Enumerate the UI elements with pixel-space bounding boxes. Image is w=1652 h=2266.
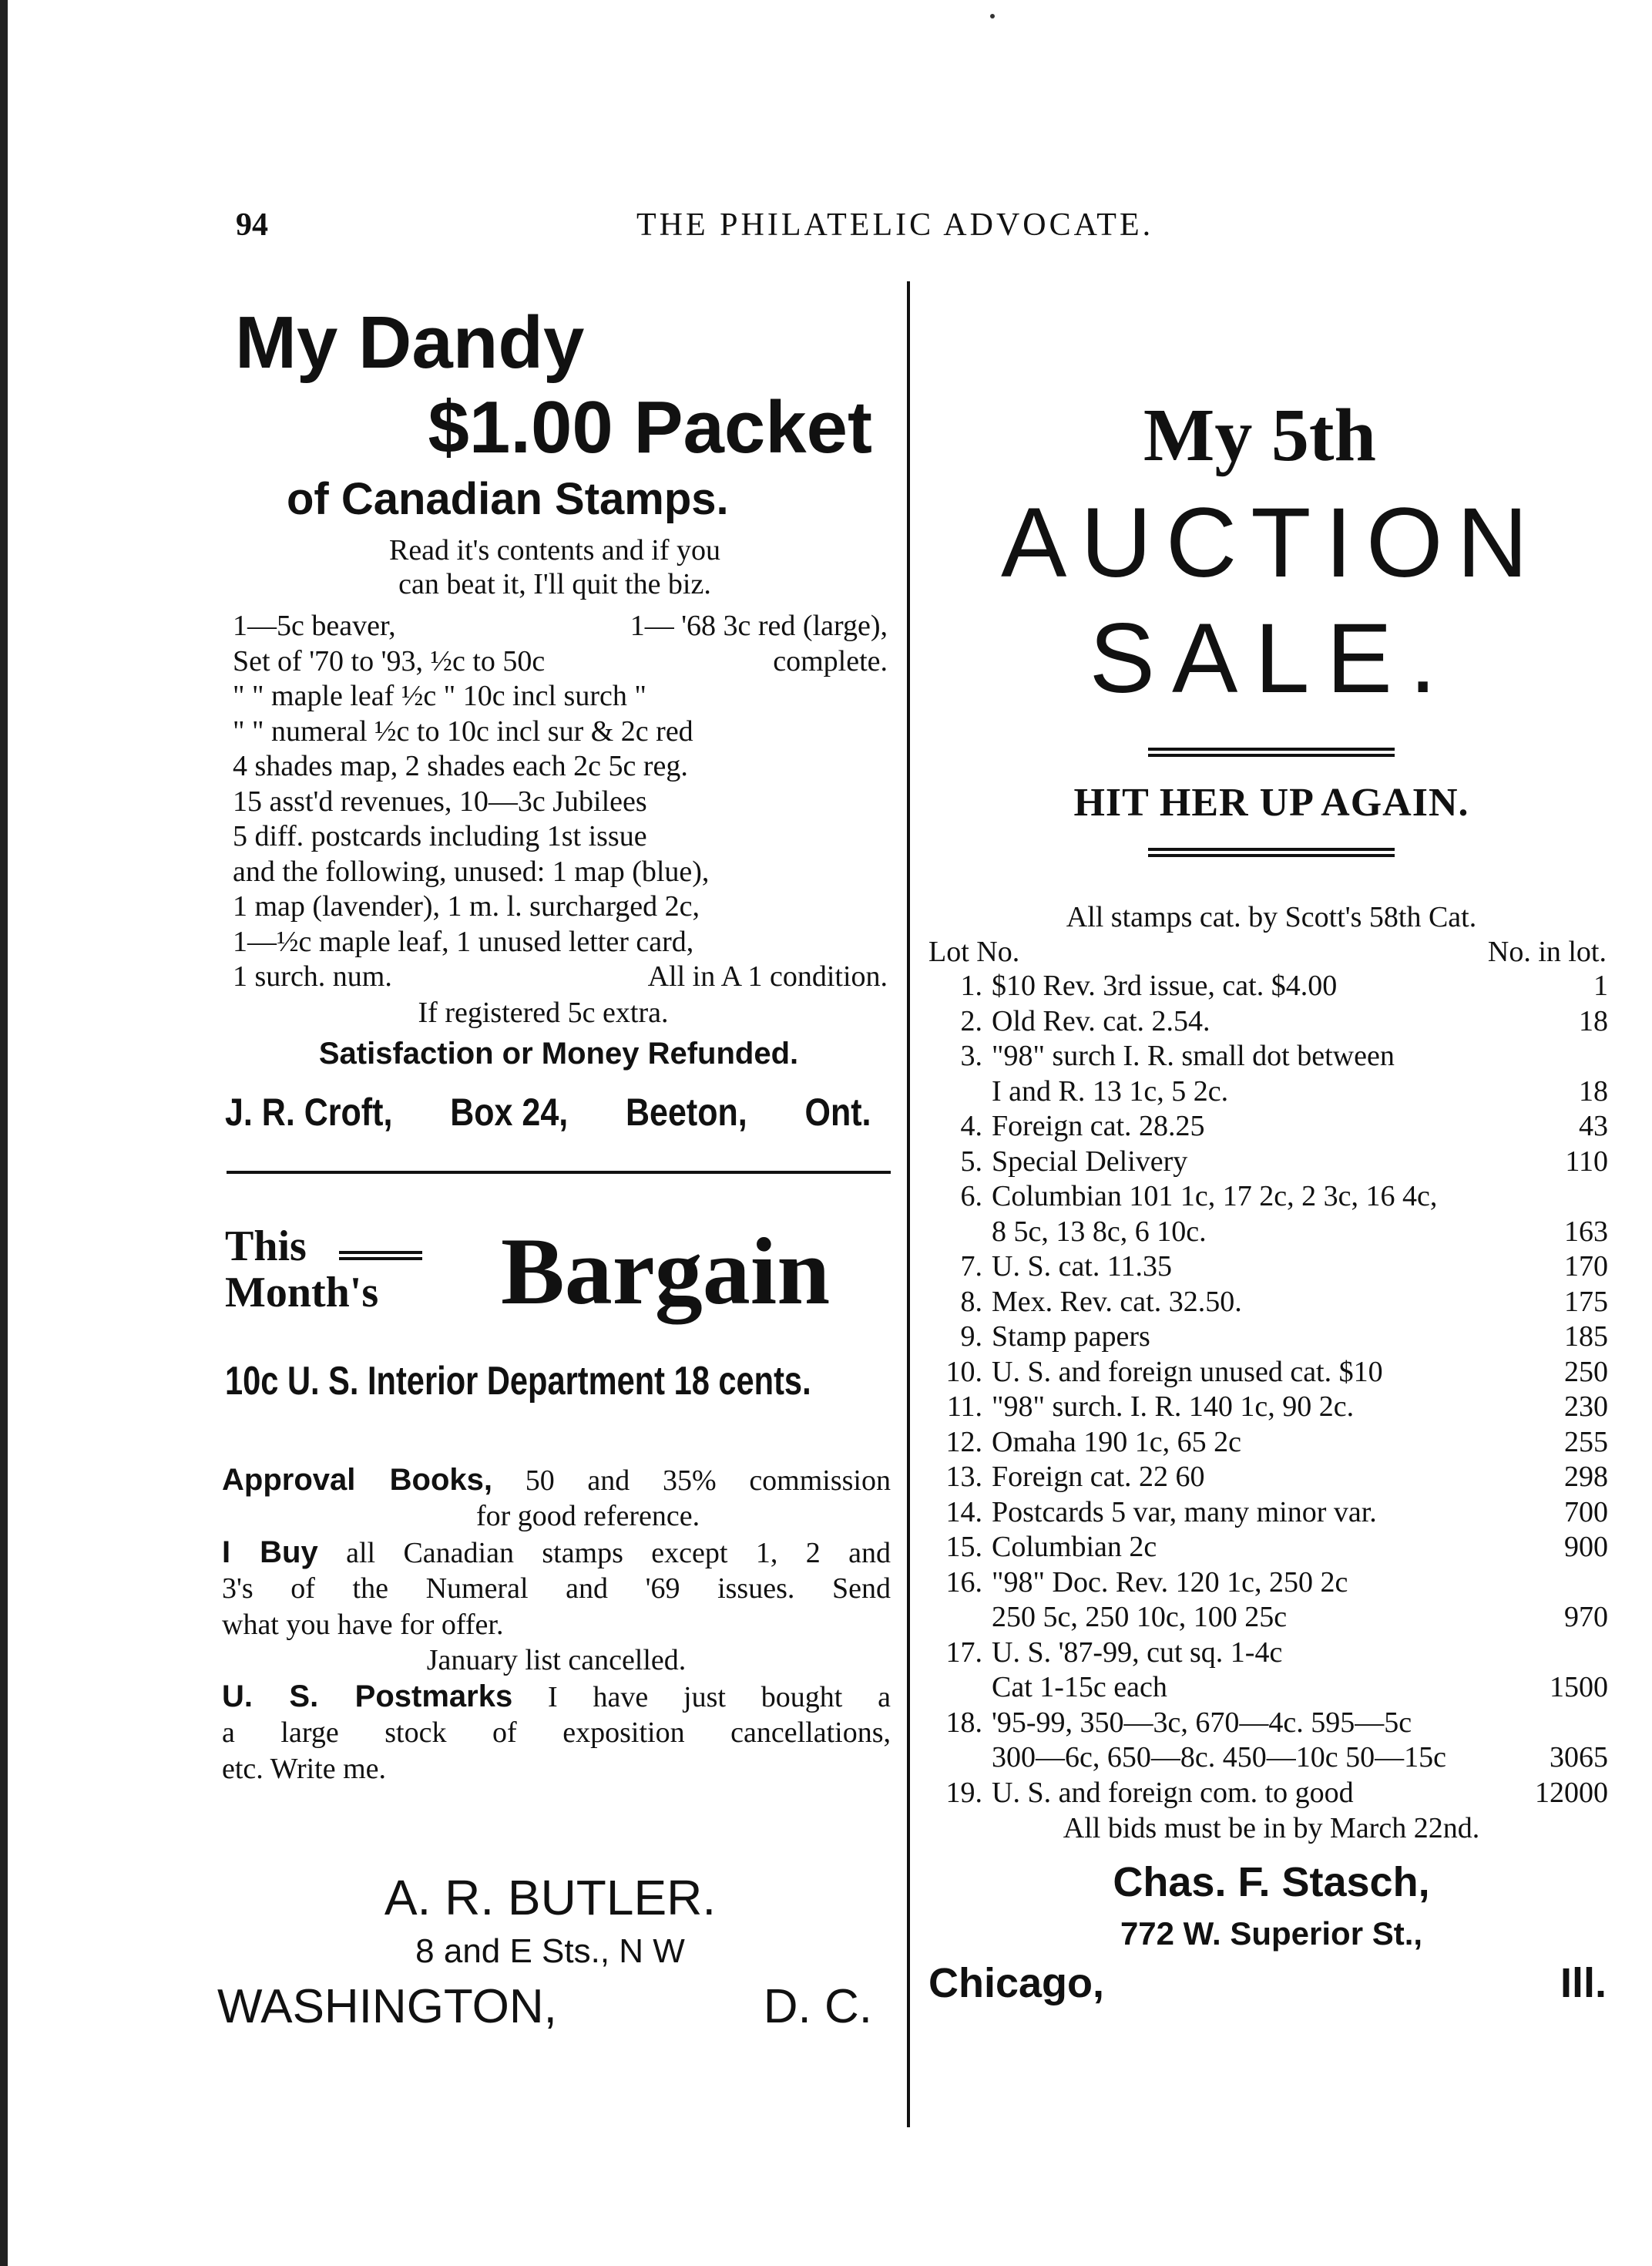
lot-row: [928, 969, 1614, 1004]
scan-page-edge: [0, 0, 8, 2266]
butler-body: [222, 1462, 891, 1787]
butler-city: WASHINGTON,: [217, 1980, 557, 2033]
croft-intro: [285, 533, 824, 601]
lot-list: [928, 969, 1614, 1810]
contents-line: [233, 644, 888, 680]
lot-quantity: [1523, 1706, 1614, 1741]
lot-quantity: 170: [1564, 1250, 1608, 1283]
lot-description: Special Delivery: [992, 1145, 1188, 1178]
lot-row: [928, 1074, 1614, 1110]
double-rule: [1148, 748, 1395, 757]
contents-left: " " maple leaf ½c " 10c incl surch ": [233, 680, 646, 712]
lot-row: [928, 1530, 1614, 1565]
lot-number: [928, 1670, 992, 1706]
lot-quantity: 163: [1564, 1215, 1608, 1248]
lot-row: [928, 1776, 1614, 1811]
contents-right: complete.: [773, 644, 888, 677]
lot-number: [928, 1074, 992, 1110]
lot-row: [928, 1706, 1614, 1741]
croft-intro-line1: Read it's contents and if you: [388, 534, 721, 566]
contents-left: 1 surch. num.: [233, 960, 392, 993]
butler-name: A. R. BUTLER.: [384, 1870, 717, 1925]
lot-row: [928, 1109, 1614, 1145]
interior-offer: 10c U. S. Interior Department 18 cents.: [225, 1358, 811, 1404]
lot-description: "98" surch I. R. small dot between: [992, 1040, 1395, 1072]
contents-left: 15 asst'd revenues, 10—3c Jubilees: [233, 785, 647, 818]
lot-row: [928, 1215, 1614, 1250]
lot-table-header: [928, 935, 1614, 969]
lot-quantity: 3065: [1550, 1741, 1608, 1773]
auction-my5th: My 5th: [1143, 394, 1377, 477]
stasch-name: Chas. F. Stasch,: [1113, 1859, 1430, 1905]
contents-line: [233, 819, 888, 855]
contents-left: 1 map (lavender), 1 m. l. surcharged 2c,: [233, 890, 700, 923]
lot-number: 3.: [960, 1040, 982, 1072]
lot-quantity: 1: [1593, 970, 1608, 1002]
contents-line: [233, 714, 888, 750]
croft-advertisement: [216, 301, 894, 1143]
lot-description: Old Rev. cat. 2.54.: [992, 1004, 1210, 1037]
lot-row: [928, 1740, 1614, 1776]
page-number: 94: [236, 207, 268, 243]
croft-province: Ont.: [804, 1090, 871, 1134]
lot-number: 2.: [960, 1004, 982, 1037]
lot-description: U. S. and foreign com. to good: [992, 1776, 1354, 1809]
lot-number: 6.: [960, 1180, 982, 1212]
contents-left: 1—½c maple leaf, 1 unused letter card,: [233, 925, 694, 958]
bargain-heading: [216, 1218, 894, 1354]
auction-title: AUCTION: [1001, 488, 1542, 598]
lot-description: 300—6c, 650—8c. 450—10c 50—15c: [992, 1741, 1446, 1773]
buy-rest: all Canadian stamps except 1, 2 and: [317, 1536, 891, 1569]
lot-number: 13.: [945, 1461, 982, 1493]
lot-quantity: [1523, 1039, 1614, 1074]
croft-title-line2: $1.00 Packet: [428, 386, 872, 469]
lot-quantity: 18: [1579, 1004, 1608, 1037]
lot-quantity: 110: [1565, 1145, 1608, 1178]
butler-advertisement: [216, 1218, 894, 2040]
stasch-city-line: [928, 1955, 1607, 2011]
lot-quantity: 12000: [1535, 1776, 1608, 1809]
contents-left: 5 diff. postcards including 1st issue: [233, 820, 647, 852]
lot-quantity: [1523, 1636, 1614, 1671]
lot-quantity: 43: [1579, 1110, 1608, 1142]
contents-line: [233, 889, 888, 925]
lot-row: [928, 1565, 1614, 1601]
lot-description: Foreign cat. 22 60: [992, 1461, 1205, 1493]
croft-contents-list: [233, 609, 888, 995]
croft-town: Beeton,: [626, 1090, 747, 1134]
contents-line: [233, 609, 888, 644]
stasch-state: Ill.: [1560, 1960, 1607, 2006]
right-column: [928, 385, 1614, 2011]
lot-quantity: 970: [1564, 1601, 1608, 1633]
lot-row: [928, 1004, 1614, 1040]
lot-number: 17.: [945, 1636, 982, 1669]
lot-quantity: 250: [1564, 1355, 1608, 1388]
lot-description: Stamp papers: [992, 1320, 1150, 1353]
double-rule: [1148, 848, 1395, 857]
lot-number: 12.: [945, 1425, 982, 1458]
contents-line: [233, 785, 888, 820]
postmarks-rest: I have just bought a: [512, 1680, 891, 1713]
lot-row: [928, 1145, 1614, 1180]
bargain-months: Month's: [225, 1268, 379, 1316]
lot-quantity: 700: [1564, 1495, 1608, 1528]
qty-header: No. in lot.: [1487, 936, 1607, 968]
lot-number: 11.: [946, 1390, 982, 1423]
scan-speck: [990, 14, 995, 18]
lot-row: [928, 1600, 1614, 1636]
sale-title: SALE.: [1089, 603, 1454, 714]
contents-left: Set of '70 to '93, ½c to 50c: [233, 644, 546, 677]
buy-line3: what you have for offer.: [222, 1608, 504, 1641]
lot-number: 18.: [945, 1706, 982, 1739]
lot-description: Mex. Rev. cat. 32.50.: [992, 1285, 1242, 1318]
lot-row: [928, 1285, 1614, 1320]
contents-left: and the following, unused: 1 map (blue),: [233, 855, 710, 888]
contents-line: [233, 925, 888, 960]
lot-row: [928, 1249, 1614, 1285]
lot-number: 19.: [945, 1776, 982, 1809]
contents-line: [233, 749, 888, 785]
running-title: THE PHILATELIC ADVOCATE.: [636, 207, 1154, 243]
catalog-note: All stamps cat. by Scott's 58th Cat.: [1066, 901, 1477, 933]
approval-line2: for good reference.: [476, 1500, 700, 1532]
postmarks-line: [222, 1679, 891, 1716]
stasch-city: Chicago,: [928, 1960, 1105, 2006]
butler-city-line: [217, 1975, 872, 2039]
croft-name: J. R. Croft,: [225, 1090, 393, 1134]
lot-description: U. S. cat. 11.35: [992, 1250, 1172, 1283]
lot-quantity: 230: [1564, 1390, 1608, 1423]
lot-number: 7.: [960, 1250, 982, 1283]
stasch-street: 772 W. Superior St.,: [1120, 1915, 1423, 1952]
approval-lead: Approval Books,: [222, 1462, 493, 1497]
contents-line: [233, 855, 888, 890]
lot-description: Omaha 190 1c, 65 2c: [992, 1425, 1241, 1458]
lot-quantity: [1523, 1179, 1614, 1215]
lot-row: [928, 1670, 1614, 1706]
approval-rest: 50 and 35% commission: [492, 1464, 891, 1497]
january-note: January list cancelled.: [426, 1644, 687, 1676]
stasch-advertisement: [928, 385, 1614, 2011]
contents-line: [233, 960, 888, 995]
lot-quantity: 255: [1564, 1425, 1608, 1458]
lot-quantity: [1523, 1565, 1614, 1601]
lot-description: "98" Doc. Rev. 120 1c, 250 2c: [992, 1565, 1348, 1599]
contents-right: All in A 1 condition.: [647, 960, 888, 993]
lot-number: [928, 1740, 992, 1776]
lot-row: [928, 1179, 1614, 1215]
lot-quantity: 185: [1564, 1320, 1608, 1353]
contents-right: 1— '68 3c red (large),: [630, 610, 888, 642]
lot-number: 15.: [945, 1531, 982, 1563]
contents-left: 4 shades map, 2 shades each 2c 5c reg.: [233, 750, 688, 782]
croft-intro-line2: can beat it, I'll quit the biz.: [398, 568, 711, 600]
lot-description: I and R. 13 1c, 5 2c.: [992, 1074, 1229, 1108]
buy-line: [222, 1535, 891, 1572]
bids-deadline: All bids must be in by March 22nd.: [1063, 1812, 1480, 1844]
lot-description: Columbian 2c: [992, 1531, 1157, 1563]
lot-number: 14.: [945, 1495, 982, 1528]
lot-description: U. S. and foreign unused cat. $10: [992, 1355, 1383, 1388]
lot-quantity: 1500: [1550, 1671, 1608, 1703]
croft-box: Box 24,: [450, 1090, 569, 1134]
lot-description: U. S. '87-99, cut sq. 1-4c: [992, 1636, 1283, 1669]
contents-left: " " numeral ½c to 10c incl sur & 2c red: [233, 714, 693, 748]
butler-street: 8 and E Sts., N W: [415, 1932, 685, 1970]
lot-description: '95-99, 350—3c, 670—4c. 595—5c: [992, 1706, 1412, 1739]
bargain-title: Bargain: [501, 1218, 831, 1324]
croft-address: [225, 1081, 871, 1143]
lot-row: [928, 1495, 1614, 1531]
lot-row: [928, 1355, 1614, 1390]
lot-row: [928, 1320, 1614, 1355]
croft-title-line1: My Dandy: [235, 301, 585, 384]
lot-row: [928, 1460, 1614, 1495]
lot-no-header: Lot No.: [928, 936, 1020, 968]
lot-number: 1.: [960, 970, 982, 1002]
column-divider: [907, 281, 910, 2127]
bargain-this: This: [225, 1222, 307, 1270]
lot-description: Cat 1-15c each: [992, 1671, 1167, 1703]
lot-quantity: 298: [1564, 1461, 1608, 1493]
lot-number: 8.: [960, 1285, 982, 1318]
bargain-bars: [339, 1251, 422, 1260]
lot-description: Foreign cat. 28.25: [992, 1110, 1205, 1142]
lot-quantity: 175: [1564, 1285, 1608, 1318]
croft-title-line3: of Canadian Stamps.: [287, 474, 729, 524]
lot-description: 250 5c, 250 10c, 100 25c: [992, 1601, 1288, 1633]
lot-row: [928, 1425, 1614, 1461]
lot-row: [928, 1636, 1614, 1671]
hit-her-up-again: HIT HER UP AGAIN.: [1073, 781, 1469, 825]
butler-district: D. C.: [763, 1980, 872, 2033]
lot-description: Postcards 5 var, many minor var.: [992, 1495, 1377, 1528]
contents-line: [233, 679, 888, 714]
lot-quantity: 900: [1564, 1531, 1608, 1563]
satisfaction-guarantee: Satisfaction or Money Refunded.: [318, 1036, 799, 1071]
lot-number: [928, 1600, 992, 1636]
lot-quantity: 18: [1579, 1074, 1608, 1108]
lot-description: "98" surch. I. R. 140 1c, 90 2c.: [992, 1390, 1355, 1423]
postmarks-lead: U. S. Postmarks: [222, 1679, 513, 1713]
lot-description: $10 Rev. 3rd issue, cat. $4.00: [992, 970, 1338, 1002]
lot-number: 5.: [960, 1145, 982, 1178]
buy-line2: 3's of the Numeral and '69 issues. Send: [222, 1572, 891, 1605]
contents-left: 1—5c beaver,: [233, 610, 396, 642]
lot-number: [928, 1215, 992, 1250]
lot-description: 8 5c, 13 8c, 6 10c.: [992, 1215, 1207, 1248]
lot-number: 16.: [945, 1565, 982, 1599]
approval-line: [222, 1462, 891, 1499]
lot-description: Columbian 101 1c, 17 2c, 2 3c, 16 4c,: [992, 1180, 1438, 1212]
left-column: [216, 301, 894, 2039]
lot-number: 9.: [960, 1320, 982, 1353]
postmarks-line3: etc. Write me.: [222, 1752, 387, 1785]
lot-number: 4.: [960, 1110, 982, 1142]
lot-row: [928, 1039, 1614, 1074]
section-rule: [227, 1171, 891, 1174]
lot-number: 10.: [945, 1355, 982, 1388]
registered-note: If registered 5c extra.: [418, 996, 669, 1029]
buy-lead: I Buy: [222, 1535, 318, 1569]
postmarks-line2: a large stock of exposition cancellations,: [222, 1716, 891, 1749]
page-header: [236, 207, 1652, 253]
lot-row: [928, 1390, 1614, 1425]
